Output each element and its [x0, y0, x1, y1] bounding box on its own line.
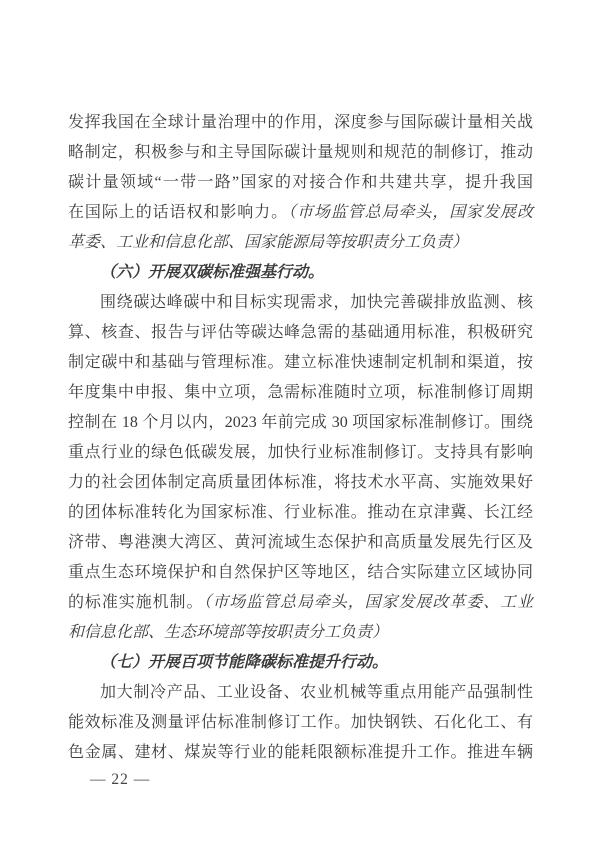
- text-segment: 围绕碳达峰碳中和目标实现需求，加快完善碳排放监测、核: [100, 294, 533, 311]
- text-segment: 的团体标准转化为国家标准、行业标准。推动在京津冀、长江经: [68, 504, 533, 521]
- text-line: [68, 738, 533, 768]
- text-segment: 济带、粤港澳大湾区、黄河流域生态保护和高质量发展先行区及: [68, 534, 533, 551]
- text-segment: （市场监管总局牵头，国家发展改革委、工业: [203, 594, 533, 611]
- text-segment: 力的社会团体制定高质量团体标准，将技术水平高、实施效果好: [68, 474, 533, 491]
- text-segment: 能效标准及测量评估标准制修订工作。加快钢铁、石化化工、有: [68, 714, 533, 731]
- text-line: [68, 498, 533, 528]
- text-segment: 发挥我国在全球计量治理中的作用，深度参与国际碳计量相关战: [68, 114, 533, 131]
- text-segment: 的标准实施机制。: [68, 594, 204, 611]
- text-segment: 年度集中申报、集中立项，急需标准随时立项，标准制修订周期: [68, 384, 533, 401]
- text-segment: 算、核查、报告与评估等碳达峰急需的基础通用标准，积极研究: [68, 324, 533, 341]
- text-segment: 碳计量领域“一带一路”国家的对接合作和共建共享，提升我国: [68, 174, 533, 191]
- text-line: [68, 288, 533, 318]
- text-line: [68, 588, 533, 618]
- text-line: [68, 318, 533, 348]
- text-line: [68, 198, 533, 228]
- text-line: [68, 558, 533, 588]
- text-segment: 和信息化部、生态环境部等按职责分工负责）: [68, 624, 389, 641]
- text-line: [68, 228, 533, 258]
- text-line: [68, 108, 533, 138]
- text-segment: 制定碳中和基础与管理标准。建立标准快速制定机制和渠道，按: [68, 354, 533, 371]
- text-line: [68, 378, 533, 408]
- text-segment: 略制定，积极参与和主导国际碳计量规则和规范的制修订，推动: [68, 144, 533, 161]
- document-body: [68, 108, 533, 768]
- text-line: [68, 468, 533, 498]
- text-segment: 重点行业的绿色低碳发展，加快行业标准制修订。支持具有影响: [68, 444, 533, 461]
- text-segment: 在国际上的话语权和影响力。: [68, 204, 289, 221]
- text-segment: （六）开展双碳标准强基行动。: [100, 264, 325, 281]
- text-line: [68, 648, 533, 678]
- text-segment: （市场监管总局牵头，国家发展改: [288, 204, 533, 221]
- text-line: [68, 408, 533, 438]
- text-segment: 控制在 18 个月以内，2023 年前完成 30 项国家标准制修订。围绕: [68, 414, 533, 431]
- page-number: — 22 —: [90, 771, 151, 788]
- text-line: [68, 168, 533, 198]
- text-line: [68, 678, 533, 708]
- text-line: [68, 438, 533, 468]
- text-line: [68, 348, 533, 378]
- text-line: [68, 138, 533, 168]
- text-segment: 加大制冷产品、工业设备、农业机械等重点用能产品强制性: [100, 684, 533, 701]
- text-line: [68, 258, 533, 288]
- text-segment: （七）开展百项节能降碳标准提升行动。: [100, 654, 389, 671]
- text-segment: 革委、工业和信息化部、国家能源局等按职责分工负责）: [68, 234, 469, 251]
- text-segment: 重点生态环境保护和自然保护区等地区，结合实际建立区域协同: [68, 564, 533, 581]
- text-line: [68, 708, 533, 738]
- text-line: [68, 528, 533, 558]
- text-line: [68, 618, 533, 648]
- text-segment: 色金属、建材、煤炭等行业的能耗限额标准提升工作。推进车辆: [68, 744, 533, 761]
